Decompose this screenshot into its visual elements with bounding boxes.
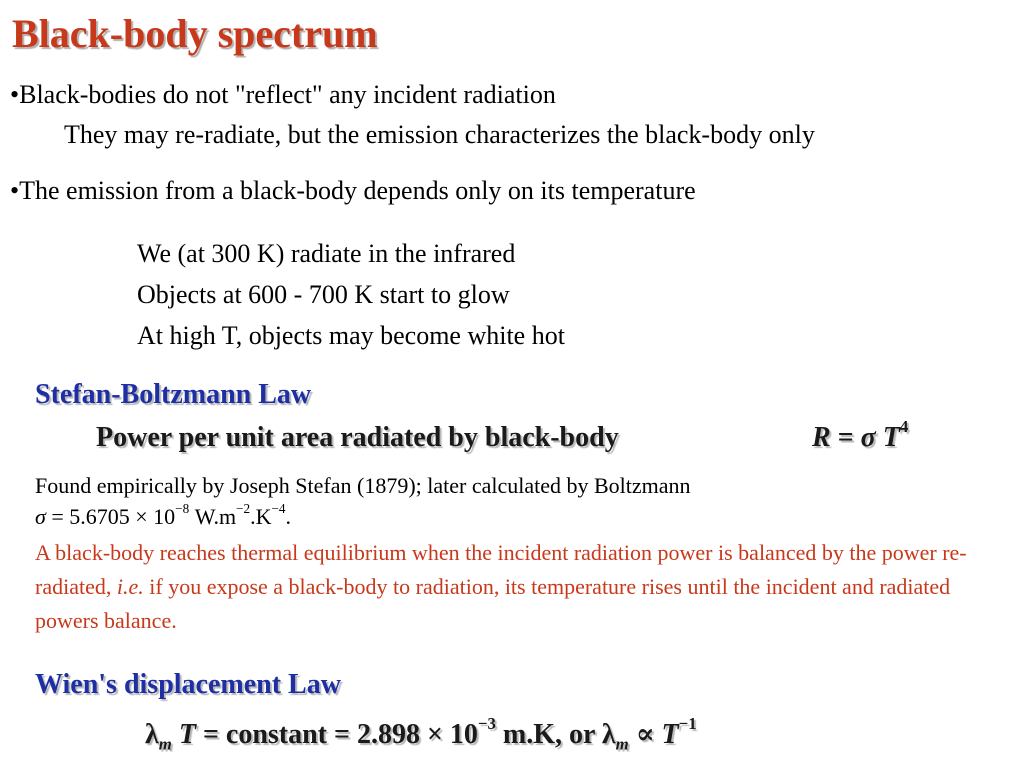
wien-mid: = constant = 2.898 × 10 bbox=[195, 719, 478, 750]
example-300k: We (at 300 K) radiate in the infrared bbox=[137, 239, 516, 268]
slide-title: Black-body spectrum bbox=[12, 11, 378, 56]
wien-subscript-m2: m bbox=[615, 734, 629, 754]
wien-subscript-m: m bbox=[158, 734, 172, 754]
wien-lambda2: λ bbox=[601, 719, 616, 750]
example-white-hot: At high T, objects may become white hot bbox=[137, 321, 565, 350]
constant-sigma: σ bbox=[35, 504, 46, 529]
bullet-temperature: •The emission from a black-body depends only on its temperature bbox=[10, 176, 696, 205]
stefan-statement: Power per unit area radiated by black-body bbox=[96, 422, 619, 453]
wien-t: T bbox=[178, 719, 196, 750]
wien-formula bbox=[145, 714, 697, 754]
constant-exp3: −4 bbox=[271, 501, 286, 517]
constant-exp2: −2 bbox=[236, 501, 251, 517]
stefan-heading: Stefan-Boltzmann Law bbox=[35, 379, 312, 410]
formula-sigma: σ bbox=[860, 422, 876, 453]
bullet-reflect: •Black-bodies do not "reflect" any incident radiation bbox=[10, 80, 556, 109]
formula-r: R bbox=[812, 422, 831, 453]
formula-exponent: 4 bbox=[899, 417, 909, 437]
example-600k: Objects at 600 - 700 K start to glow bbox=[137, 280, 510, 309]
wien-prop: ∝ bbox=[628, 719, 662, 750]
wien-heading: Wien's displacement Law bbox=[35, 669, 341, 700]
wien-lambda: λ bbox=[145, 719, 159, 750]
equilibrium-part1: A black-body reaches thermal equilibrium when the incident radiation power is balanced by the power re-radiated, bbox=[35, 540, 967, 599]
equilibrium-part2: if you expose a black-body to radiation, its temperature rises until the incident and radiated powers balance. bbox=[35, 574, 951, 633]
formula-eq: = bbox=[830, 422, 861, 453]
constant-end: . bbox=[285, 504, 292, 529]
stefan-formula bbox=[812, 417, 909, 455]
equilibrium-note bbox=[35, 536, 995, 638]
stefan-constant bbox=[35, 503, 291, 531]
constant-unit-a: W.m bbox=[189, 504, 237, 529]
wien-unit: m.K, or bbox=[495, 719, 602, 750]
constant-value: = 5.6705 × 10 bbox=[45, 504, 176, 529]
constant-unit-b: .K bbox=[250, 504, 272, 529]
constant-exp1: −8 bbox=[175, 501, 190, 517]
stefan-found: Found empirically by Joseph Stefan (1879); later calculated by Boltzmann bbox=[35, 473, 691, 498]
equilibrium-ie: i.e. bbox=[116, 574, 144, 599]
wien-exp2: −1 bbox=[678, 714, 697, 734]
formula-t: T bbox=[882, 422, 900, 453]
wien-t2: T bbox=[661, 719, 679, 750]
bullet-reflect-sub: They may re-radiate, but the emission characterizes the black-body only bbox=[64, 120, 815, 149]
wien-exp: −3 bbox=[477, 714, 496, 734]
